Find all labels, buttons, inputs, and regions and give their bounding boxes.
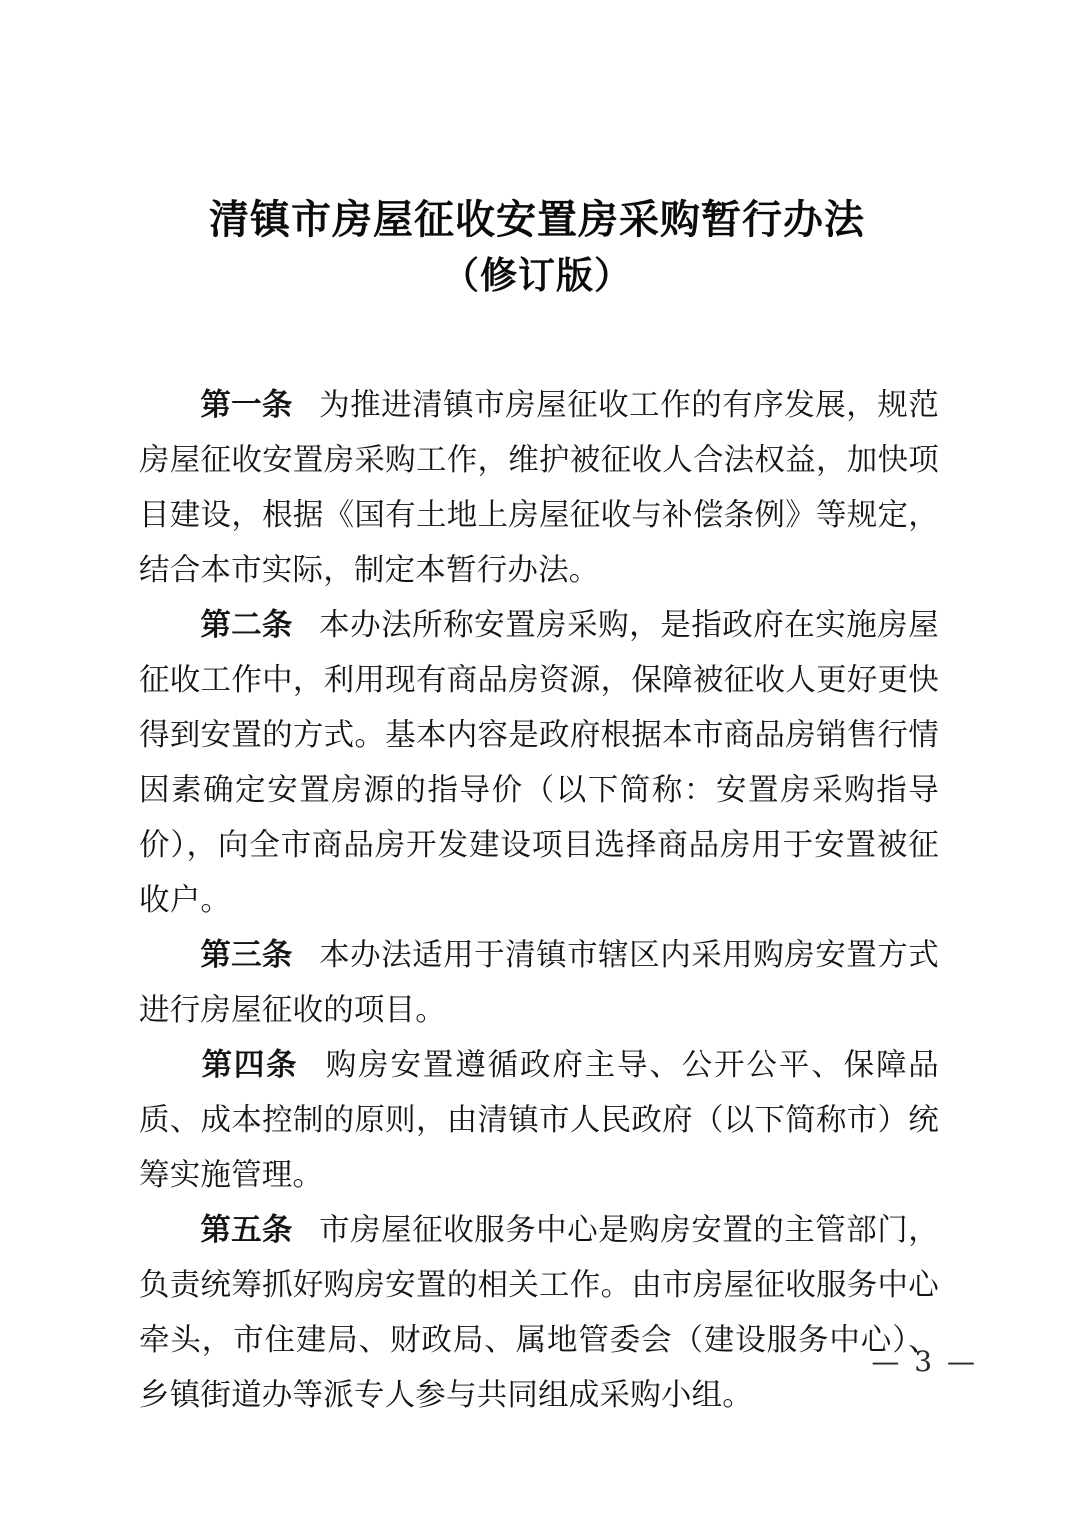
article-4-label: 第四条: [200, 1047, 299, 1083]
article-5: [139, 1203, 939, 1423]
document-body: [139, 378, 939, 1423]
title-block: [0, 192, 1074, 302]
document-title: 清镇市房屋征收安置房采购暂行办法: [209, 196, 865, 243]
article-5-label: 第五条: [200, 1212, 293, 1248]
article-4: [139, 1038, 939, 1203]
article-1: [139, 378, 939, 598]
article-3: [139, 928, 939, 1038]
article-2: [139, 598, 939, 928]
article-1-text: 为推进清镇市房屋征收工作的有序发展，规范房屋征收安置房采购工作，维护被征收人合法权益，加快项目建设，根据《国有土地上房屋征收与补偿条例》等规定，结合本市实际，制定本暂行办法。: [139, 388, 939, 588]
article-2-label: 第二条: [200, 607, 293, 643]
page-footer: [0, 1345, 1074, 1379]
article-3-text: 本办法适用于清镇市辖区内采用购房安置方式进行房屋征收的项目。: [139, 938, 939, 1028]
article-4-text: 购房安置遵循政府主导、公开公平、保障品质、成本控制的原则，由清镇市人民政府（以下简称市）统筹实施管理。: [139, 1048, 940, 1193]
article-1-label: 第一条: [200, 387, 293, 423]
page-number: — 3 —: [871, 1345, 978, 1378]
article-3-label: 第三条: [200, 937, 293, 973]
article-5-text: 市房屋征收服务中心是购房安置的主管部门，负责统筹抓好购房安置的相关工作。由市房屋征收服务中心牵头，市住建局、财政局、属地管委会（建设服务中心）、乡镇街道办等派专人参与共同组成采购小组。: [139, 1213, 939, 1413]
document-subtitle: （修订版）: [442, 253, 632, 297]
article-2-text: 本办法所称安置房采购，是指政府在实施房屋征收工作中，利用现有商品房资源，保障被征收人更好更快得到安置的方式。基本内容是政府根据本市商品房销售行情因素确定安置房源的指导价（以下简称：安置房采购指导价），向全市商品房开发建设项目选择商品房用于安置被征收户。: [139, 608, 939, 918]
